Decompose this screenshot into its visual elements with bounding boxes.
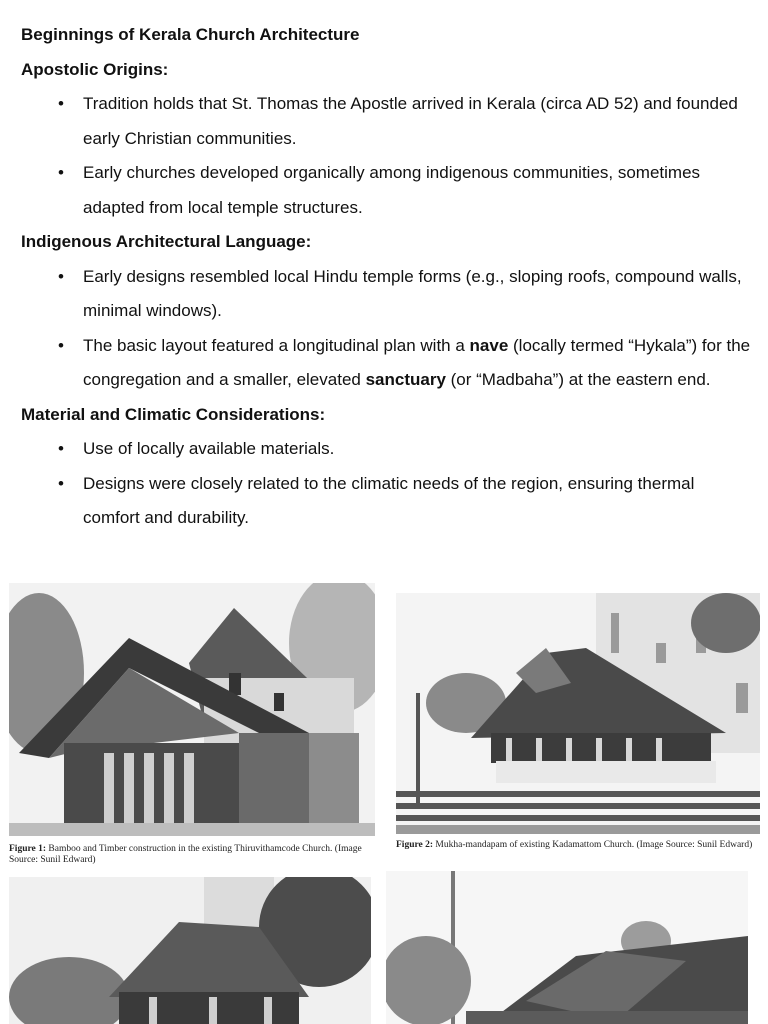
church-photo-bottom-right [386, 871, 748, 1024]
section-heading-apostolic: Apostolic Origins: [21, 59, 169, 79]
church-photo-thiruvithamcode [9, 583, 375, 836]
figure-2-caption [396, 840, 764, 851]
bullet-item: • Early churches developed organically among indigenous communities, sometimes adapted from local temple structures. [21, 156, 751, 225]
figure-2-label: Figure 2: [396, 840, 434, 850]
bullet-text: The basic layout featured a longitudinal plan with a [83, 335, 470, 355]
bullet-text: (locally termed “Hykala”) for the congregation and a smaller, elevated [83, 335, 751, 389]
bullet-item [21, 329, 751, 398]
bullet-item: • Use of locally available materials. [21, 432, 751, 467]
figure-1-caption [9, 844, 375, 866]
figure-2-caption-text: Mukha-mandapam of existing Kadamattom Church. (Image Source: Sunil Edward) [435, 840, 753, 850]
church-photo-kadamattom [396, 593, 760, 834]
bullet-text: (or “Madbaha”) at the eastern end. [445, 370, 711, 389]
bold-term-sanctuary: sanctuary [365, 370, 446, 389]
bullet-list-apostolic [21, 87, 751, 225]
bullet-item: • Designs were closely related to the climatic needs of the region, ensuring thermal comfort and durability. [21, 467, 751, 536]
figure-2-photo [396, 593, 760, 834]
figure-3-photo [9, 877, 371, 1024]
document-text [21, 18, 751, 536]
bullet-item: • Early designs resembled local Hindu temple forms (e.g., sloping roofs, compound walls, minimal windows). [21, 260, 751, 329]
church-photo-bottom-left [9, 877, 371, 1024]
section-heading-material: Material and Climatic Considerations: [21, 404, 326, 424]
bullet-item: • Tradition holds that St. Thomas the Apostle arrived in Kerala (circa AD 52) and founded early Christian communities. [21, 87, 751, 156]
bold-term-nave: nave [469, 335, 509, 355]
figure-4-photo [386, 871, 748, 1024]
figure-1-photo [9, 583, 375, 836]
figure-1-caption-text: Bamboo and Timber construction in the existing Thiruvithamcode Church. (Image Source: Sunil Edward) [9, 844, 362, 865]
bullet-list-material [21, 432, 751, 536]
page-title: Beginnings of Kerala Church Architecture [21, 25, 360, 44]
figure-1-label: Figure 1: [9, 844, 47, 854]
section-heading-indigenous: Indigenous Architectural Language: [21, 232, 312, 251]
bullet-list-indigenous [21, 260, 751, 398]
